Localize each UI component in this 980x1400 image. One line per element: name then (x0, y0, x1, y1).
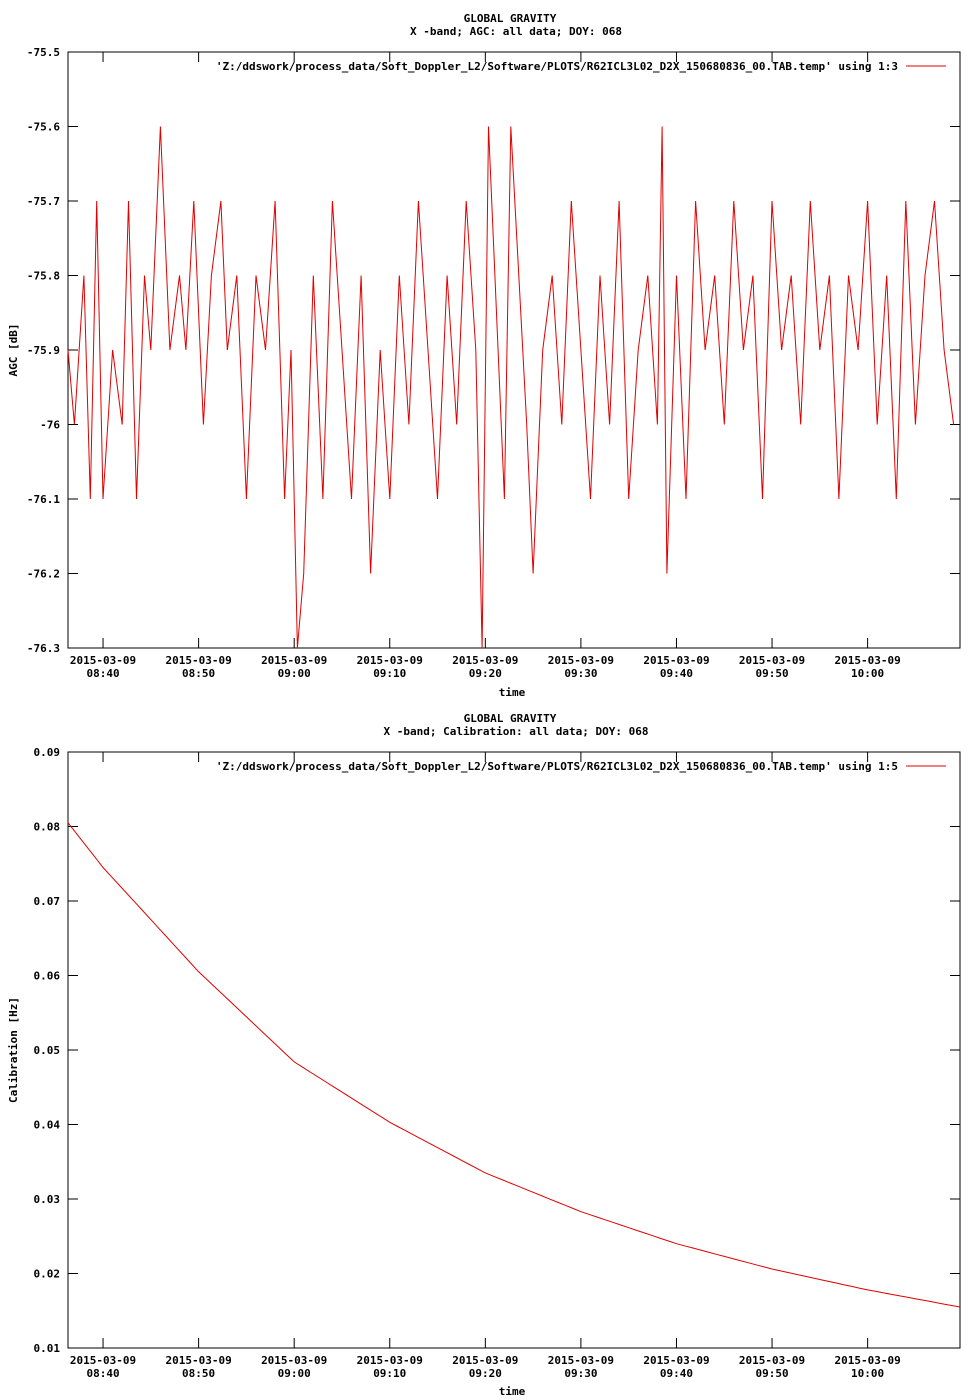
calibration-y-tick-label: 0.01 (33, 1342, 60, 1355)
agc-x-tick-time: 08:50 (182, 667, 216, 680)
agc-chart-title: GLOBAL GRAVITY (463, 12, 557, 25)
calibration-y-tick-label: 0.04 (33, 1118, 60, 1132)
agc-x-tick-date: 2015-03-09 (738, 654, 806, 667)
calibration-x-tick-time: 09:50 (755, 1367, 789, 1380)
agc-x-tick-time: 10:00 (851, 667, 885, 680)
agc-y-tick-label: -76 (40, 418, 60, 432)
calibration-legend (216, 760, 946, 773)
agc-x-tick-date: 2015-03-09 (643, 654, 710, 667)
agc-y-tick-label: -75.6 (26, 120, 60, 134)
calibration-y-tick-label: 0.07 (33, 895, 60, 908)
agc-x-tick-date: 2015-03-09 (356, 654, 423, 667)
calibration-x-tick-time: 09:30 (564, 1367, 598, 1380)
agc-y-axis (27, 46, 960, 655)
calibration-series-line (68, 823, 960, 1307)
agc-y-axis-label: AGC [dB] (7, 323, 20, 377)
agc-plot-frame (68, 52, 960, 648)
calibration-y-tick-label: 0.02 (33, 1267, 60, 1281)
agc-x-tick-time: 09:00 (277, 667, 311, 680)
calibration-x-axis-label: time (498, 1385, 526, 1398)
calibration-y-axis (34, 746, 961, 1355)
agc-legend (216, 60, 946, 73)
calibration-y-tick-label: 0.08 (33, 820, 60, 834)
calibration-x-tick-time: 08:50 (182, 1367, 216, 1380)
calibration-x-tick-date: 2015-03-09 (547, 1354, 615, 1367)
agc-y-tick-label: -76.1 (26, 493, 60, 506)
calibration-x-tick-date: 2015-03-09 (69, 1354, 137, 1367)
calibration-plot-frame (68, 752, 960, 1348)
agc-y-tick-label: -76.2 (26, 567, 60, 581)
calibration-y-axis-label: Calibration [Hz] (7, 997, 20, 1103)
calibration-x-tick-date: 2015-03-09 (738, 1354, 806, 1367)
calibration-x-tick-date: 2015-03-09 (643, 1354, 710, 1367)
agc-y-tick-label: -76.3 (26, 642, 60, 655)
calibration-x-axis (70, 752, 901, 1380)
calibration-x-tick-time: 09:00 (277, 1367, 311, 1380)
calibration-x-tick-time: 09:10 (373, 1367, 407, 1380)
calibration-x-tick-time: 08:40 (86, 1367, 120, 1380)
agc-x-tick-date: 2015-03-09 (452, 654, 519, 667)
calibration-x-tick-date: 2015-03-09 (834, 1354, 901, 1367)
calibration-y-tick-label: 0.05 (33, 1044, 60, 1057)
agc-x-axis-label: time (498, 686, 526, 699)
agc-x-tick-date: 2015-03-09 (261, 654, 328, 667)
agc-chart (7, 12, 960, 699)
calibration-y-tick-label: 0.09 (33, 746, 60, 759)
agc-chart-subtitle: X -band; AGC: all data; DOY: 068 (410, 25, 622, 38)
calibration-x-tick-date: 2015-03-09 (165, 1354, 232, 1367)
agc-x-tick-time: 09:10 (373, 667, 407, 680)
agc-series-line (68, 127, 954, 649)
agc-legend-label: 'Z:/ddswork/process_data/Soft_Doppler_L2/Software/PLOTS/R62ICL3L02_D2X_150680836_00.TAB.temp' using 1:3 (215, 60, 898, 73)
agc-y-tick-label: -75.8 (26, 269, 60, 283)
agc-x-tick-time: 09:50 (755, 667, 789, 680)
agc-x-tick-time: 09:40 (659, 667, 694, 680)
agc-x-tick-date: 2015-03-09 (547, 654, 615, 667)
agc-y-tick-label: -75.9 (26, 344, 60, 357)
calibration-x-tick-date: 2015-03-09 (452, 1354, 519, 1367)
calibration-x-tick-time: 09:20 (468, 1367, 502, 1380)
agc-y-tick-label: -75.7 (26, 195, 60, 208)
calibration-y-tick-label: 0.03 (33, 1193, 60, 1206)
calibration-x-tick-time: 10:00 (851, 1367, 885, 1380)
calibration-chart-subtitle: X -band; Calibration: all data; DOY: 068 (383, 725, 649, 738)
agc-x-tick-date: 2015-03-09 (69, 654, 137, 667)
agc-x-tick-time: 09:30 (564, 667, 598, 680)
calibration-chart (7, 712, 960, 1398)
agc-x-tick-date: 2015-03-09 (834, 654, 901, 667)
agc-y-tick-label: -75.5 (26, 46, 60, 59)
calibration-x-tick-time: 09:40 (659, 1367, 694, 1380)
agc-x-tick-time: 08:40 (86, 667, 120, 680)
calibration-y-tick-label: 0.06 (33, 969, 60, 983)
calibration-chart-title: GLOBAL GRAVITY (463, 712, 557, 725)
calibration-x-tick-date: 2015-03-09 (356, 1354, 423, 1367)
agc-x-tick-date: 2015-03-09 (165, 654, 232, 667)
calibration-legend-label: 'Z:/ddswork/process_data/Soft_Doppler_L2/Software/PLOTS/R62ICL3L02_D2X_150680836_00.TAB.temp' using 1:5 (215, 760, 898, 773)
calibration-x-tick-date: 2015-03-09 (261, 1354, 328, 1367)
agc-x-tick-time: 09:20 (468, 667, 502, 680)
